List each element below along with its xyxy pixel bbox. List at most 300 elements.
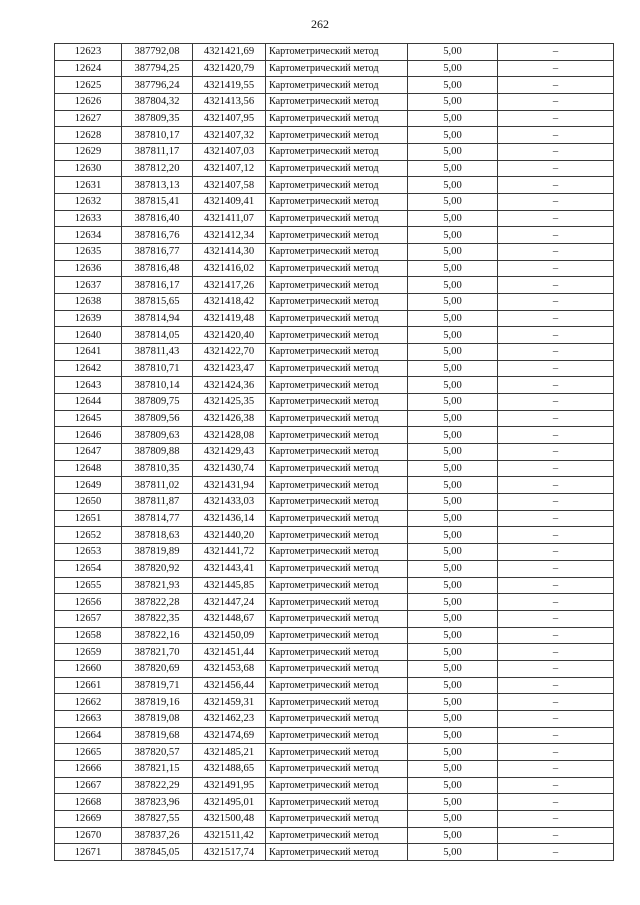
point-number-cell: 12630	[55, 160, 122, 177]
table-row	[55, 610, 614, 627]
method-cell: Картометрический метод	[266, 577, 408, 594]
method-cell: Картометрический метод	[266, 377, 408, 394]
accuracy-cell: 5,00	[408, 160, 498, 177]
accuracy-cell: 5,00	[408, 260, 498, 277]
description-cell: –	[498, 444, 614, 461]
x-coordinate-cell: 387811,87	[122, 494, 193, 511]
description-cell: –	[498, 494, 614, 511]
method-cell: Картометрический метод	[266, 710, 408, 727]
x-coordinate-cell: 387814,94	[122, 310, 193, 327]
accuracy-cell: 5,00	[408, 444, 498, 461]
x-coordinate-cell: 387809,56	[122, 410, 193, 427]
point-number-cell: 12657	[55, 610, 122, 627]
method-cell: Картометрический метод	[266, 510, 408, 527]
method-cell: Картометрический метод	[266, 410, 408, 427]
point-number-cell: 12639	[55, 310, 122, 327]
x-coordinate-cell: 387796,24	[122, 77, 193, 94]
point-number-cell: 12624	[55, 60, 122, 77]
method-cell: Картометрический метод	[266, 144, 408, 161]
table-row	[55, 227, 614, 244]
method-cell: Картометрический метод	[266, 327, 408, 344]
point-number-cell: 12633	[55, 210, 122, 227]
description-cell: –	[498, 527, 614, 544]
y-coordinate-cell: 4321420,79	[193, 60, 266, 77]
y-coordinate-cell: 4321500,48	[193, 810, 266, 827]
description-cell: –	[498, 510, 614, 527]
accuracy-cell: 5,00	[408, 510, 498, 527]
point-number-cell: 12653	[55, 544, 122, 561]
table-row	[55, 177, 614, 194]
description-cell: –	[498, 344, 614, 361]
y-coordinate-cell: 4321474,69	[193, 727, 266, 744]
accuracy-cell: 5,00	[408, 777, 498, 794]
point-number-cell: 12645	[55, 410, 122, 427]
point-number-cell: 12660	[55, 660, 122, 677]
x-coordinate-cell: 387811,43	[122, 344, 193, 361]
point-number-cell: 12665	[55, 744, 122, 761]
table-row	[55, 827, 614, 844]
description-cell: –	[498, 194, 614, 211]
y-coordinate-cell: 4321485,21	[193, 744, 266, 761]
accuracy-cell: 5,00	[408, 410, 498, 427]
method-cell: Картометрический метод	[266, 760, 408, 777]
x-coordinate-cell: 387827,55	[122, 810, 193, 827]
point-number-cell: 12659	[55, 644, 122, 661]
description-cell: –	[498, 160, 614, 177]
x-coordinate-cell: 387811,17	[122, 144, 193, 161]
point-number-cell: 12625	[55, 77, 122, 94]
y-coordinate-cell: 4321424,36	[193, 377, 266, 394]
method-cell: Картометрический метод	[266, 194, 408, 211]
method-cell: Картометрический метод	[266, 727, 408, 744]
accuracy-cell: 5,00	[408, 310, 498, 327]
y-coordinate-cell: 4321414,30	[193, 244, 266, 261]
accuracy-cell: 5,00	[408, 277, 498, 294]
table-row	[55, 44, 614, 61]
y-coordinate-cell: 4321456,44	[193, 677, 266, 694]
accuracy-cell: 5,00	[408, 427, 498, 444]
table-row	[55, 110, 614, 127]
method-cell: Картометрический метод	[266, 227, 408, 244]
x-coordinate-cell: 387816,77	[122, 244, 193, 261]
point-number-cell: 12626	[55, 94, 122, 111]
accuracy-cell: 5,00	[408, 77, 498, 94]
y-coordinate-cell: 4321451,44	[193, 644, 266, 661]
point-number-cell: 12637	[55, 277, 122, 294]
method-cell: Картометрический метод	[266, 444, 408, 461]
table-row	[55, 510, 614, 527]
table-row	[55, 160, 614, 177]
description-cell: –	[498, 410, 614, 427]
y-coordinate-cell: 4321422,70	[193, 344, 266, 361]
point-number-cell: 12642	[55, 360, 122, 377]
point-number-cell: 12650	[55, 494, 122, 511]
y-coordinate-cell: 4321426,38	[193, 410, 266, 427]
table-row	[55, 594, 614, 611]
point-number-cell: 12658	[55, 627, 122, 644]
table-row	[55, 210, 614, 227]
y-coordinate-cell: 4321511,42	[193, 827, 266, 844]
table-row	[55, 710, 614, 727]
y-coordinate-cell: 4321420,40	[193, 327, 266, 344]
point-number-cell: 12638	[55, 294, 122, 311]
point-number-cell: 12663	[55, 710, 122, 727]
method-cell: Картометрический метод	[266, 127, 408, 144]
x-coordinate-cell: 387820,92	[122, 560, 193, 577]
table-row	[55, 444, 614, 461]
method-cell: Картометрический метод	[266, 610, 408, 627]
method-cell: Картометрический метод	[266, 110, 408, 127]
point-number-cell: 12666	[55, 760, 122, 777]
description-cell: –	[498, 427, 614, 444]
method-cell: Картометрический метод	[266, 277, 408, 294]
description-cell: –	[498, 827, 614, 844]
description-cell: –	[498, 777, 614, 794]
y-coordinate-cell: 4321407,03	[193, 144, 266, 161]
x-coordinate-cell: 387810,17	[122, 127, 193, 144]
accuracy-cell: 5,00	[408, 827, 498, 844]
accuracy-cell: 5,00	[408, 744, 498, 761]
x-coordinate-cell: 387809,75	[122, 394, 193, 411]
description-cell: –	[498, 644, 614, 661]
table-row	[55, 77, 614, 94]
point-number-cell: 12628	[55, 127, 122, 144]
method-cell: Картометрический метод	[266, 394, 408, 411]
y-coordinate-cell: 4321407,12	[193, 160, 266, 177]
accuracy-cell: 5,00	[408, 110, 498, 127]
x-coordinate-cell: 387816,48	[122, 260, 193, 277]
table-row	[55, 694, 614, 711]
x-coordinate-cell: 387816,40	[122, 210, 193, 227]
y-coordinate-cell: 4321495,01	[193, 794, 266, 811]
x-coordinate-cell: 387810,14	[122, 377, 193, 394]
method-cell: Картометрический метод	[266, 677, 408, 694]
accuracy-cell: 5,00	[408, 494, 498, 511]
table-row	[55, 677, 614, 694]
y-coordinate-cell: 4321423,47	[193, 360, 266, 377]
accuracy-cell: 5,00	[408, 844, 498, 861]
y-coordinate-cell: 4321416,02	[193, 260, 266, 277]
point-number-cell: 12634	[55, 227, 122, 244]
accuracy-cell: 5,00	[408, 544, 498, 561]
description-cell: –	[498, 460, 614, 477]
accuracy-cell: 5,00	[408, 377, 498, 394]
point-number-cell: 12641	[55, 344, 122, 361]
description-cell: –	[498, 810, 614, 827]
accuracy-cell: 5,00	[408, 760, 498, 777]
x-coordinate-cell: 387810,71	[122, 360, 193, 377]
method-cell: Картометрический метод	[266, 244, 408, 261]
x-coordinate-cell: 387804,32	[122, 94, 193, 111]
x-coordinate-cell: 387819,16	[122, 694, 193, 711]
y-coordinate-cell: 4321441,72	[193, 544, 266, 561]
point-number-cell: 12670	[55, 827, 122, 844]
x-coordinate-cell: 387819,71	[122, 677, 193, 694]
x-coordinate-cell: 387815,65	[122, 294, 193, 311]
accuracy-cell: 5,00	[408, 44, 498, 61]
y-coordinate-cell: 4321447,24	[193, 594, 266, 611]
y-coordinate-cell: 4321459,31	[193, 694, 266, 711]
x-coordinate-cell: 387819,68	[122, 727, 193, 744]
x-coordinate-cell: 387792,08	[122, 44, 193, 61]
y-coordinate-cell: 4321491,95	[193, 777, 266, 794]
accuracy-cell: 5,00	[408, 194, 498, 211]
x-coordinate-cell: 387845,05	[122, 844, 193, 861]
table-row	[55, 460, 614, 477]
method-cell: Картометрический метод	[266, 594, 408, 611]
description-cell: –	[498, 760, 614, 777]
y-coordinate-cell: 4321421,69	[193, 44, 266, 61]
point-number-cell: 12656	[55, 594, 122, 611]
description-cell: –	[498, 710, 614, 727]
description-cell: –	[498, 260, 614, 277]
point-number-cell: 12646	[55, 427, 122, 444]
description-cell: –	[498, 44, 614, 61]
table-row	[55, 327, 614, 344]
description-cell: –	[498, 210, 614, 227]
x-coordinate-cell: 387809,88	[122, 444, 193, 461]
accuracy-cell: 5,00	[408, 627, 498, 644]
method-cell: Картометрический метод	[266, 660, 408, 677]
x-coordinate-cell: 387813,13	[122, 177, 193, 194]
table-row	[55, 377, 614, 394]
x-coordinate-cell: 387820,57	[122, 744, 193, 761]
description-cell: –	[498, 594, 614, 611]
description-cell: –	[498, 127, 614, 144]
description-cell: –	[498, 244, 614, 261]
description-cell: –	[498, 360, 614, 377]
description-cell: –	[498, 110, 614, 127]
table-row	[55, 560, 614, 577]
point-number-cell: 12664	[55, 727, 122, 744]
x-coordinate-cell: 387837,26	[122, 827, 193, 844]
table-row	[55, 294, 614, 311]
method-cell: Картометрический метод	[266, 260, 408, 277]
y-coordinate-cell: 4321453,68	[193, 660, 266, 677]
coordinates-table	[54, 43, 614, 861]
method-cell: Картометрический метод	[266, 360, 408, 377]
description-cell: –	[498, 577, 614, 594]
y-coordinate-cell: 4321411,07	[193, 210, 266, 227]
table-row	[55, 627, 614, 644]
table-row	[55, 744, 614, 761]
point-number-cell: 12631	[55, 177, 122, 194]
table-row	[55, 394, 614, 411]
description-cell: –	[498, 277, 614, 294]
y-coordinate-cell: 4321413,56	[193, 94, 266, 111]
table-row	[55, 244, 614, 261]
table-row	[55, 277, 614, 294]
accuracy-cell: 5,00	[408, 527, 498, 544]
method-cell: Картометрический метод	[266, 427, 408, 444]
description-cell: –	[498, 310, 614, 327]
table-row	[55, 94, 614, 111]
table-row	[55, 477, 614, 494]
table-row	[55, 794, 614, 811]
y-coordinate-cell: 4321419,48	[193, 310, 266, 327]
point-number-cell: 12644	[55, 394, 122, 411]
point-number-cell: 12668	[55, 794, 122, 811]
table-row	[55, 127, 614, 144]
description-cell: –	[498, 844, 614, 861]
point-number-cell: 12652	[55, 527, 122, 544]
x-coordinate-cell: 387809,35	[122, 110, 193, 127]
x-coordinate-cell: 387822,16	[122, 627, 193, 644]
description-cell: –	[498, 694, 614, 711]
table-row	[55, 194, 614, 211]
method-cell: Картометрический метод	[266, 560, 408, 577]
accuracy-cell: 5,00	[408, 710, 498, 727]
description-cell: –	[498, 477, 614, 494]
accuracy-cell: 5,00	[408, 327, 498, 344]
point-number-cell: 12651	[55, 510, 122, 527]
accuracy-cell: 5,00	[408, 560, 498, 577]
x-coordinate-cell: 387820,69	[122, 660, 193, 677]
method-cell: Картометрический метод	[266, 44, 408, 61]
y-coordinate-cell: 4321407,32	[193, 127, 266, 144]
method-cell: Картометрический метод	[266, 810, 408, 827]
y-coordinate-cell: 4321443,41	[193, 560, 266, 577]
method-cell: Картометрический метод	[266, 310, 408, 327]
point-number-cell: 12623	[55, 44, 122, 61]
method-cell: Картометрический метод	[266, 627, 408, 644]
y-coordinate-cell: 4321448,67	[193, 610, 266, 627]
accuracy-cell: 5,00	[408, 294, 498, 311]
x-coordinate-cell: 387821,93	[122, 577, 193, 594]
accuracy-cell: 5,00	[408, 660, 498, 677]
method-cell: Картометрический метод	[266, 544, 408, 561]
x-coordinate-cell: 387821,70	[122, 644, 193, 661]
method-cell: Картометрический метод	[266, 527, 408, 544]
y-coordinate-cell: 4321517,74	[193, 844, 266, 861]
description-cell: –	[498, 94, 614, 111]
method-cell: Картометрический метод	[266, 794, 408, 811]
method-cell: Картометрический метод	[266, 694, 408, 711]
accuracy-cell: 5,00	[408, 360, 498, 377]
table-row	[55, 410, 614, 427]
x-coordinate-cell: 387815,41	[122, 194, 193, 211]
y-coordinate-cell: 4321433,03	[193, 494, 266, 511]
point-number-cell: 12636	[55, 260, 122, 277]
x-coordinate-cell: 387816,17	[122, 277, 193, 294]
description-cell: –	[498, 327, 614, 344]
table-row	[55, 810, 614, 827]
description-cell: –	[498, 394, 614, 411]
method-cell: Картометрический метод	[266, 777, 408, 794]
table-row	[55, 144, 614, 161]
y-coordinate-cell: 4321412,34	[193, 227, 266, 244]
y-coordinate-cell: 4321431,94	[193, 477, 266, 494]
table-row	[55, 544, 614, 561]
accuracy-cell: 5,00	[408, 794, 498, 811]
table-row	[55, 660, 614, 677]
x-coordinate-cell: 387819,89	[122, 544, 193, 561]
accuracy-cell: 5,00	[408, 594, 498, 611]
x-coordinate-cell: 387822,35	[122, 610, 193, 627]
y-coordinate-cell: 4321450,09	[193, 627, 266, 644]
method-cell: Картометрический метод	[266, 494, 408, 511]
y-coordinate-cell: 4321419,55	[193, 77, 266, 94]
page-number: 262	[311, 17, 329, 31]
description-cell: –	[498, 60, 614, 77]
x-coordinate-cell: 387823,96	[122, 794, 193, 811]
point-number-cell: 12643	[55, 377, 122, 394]
y-coordinate-cell: 4321445,85	[193, 577, 266, 594]
point-number-cell: 12649	[55, 477, 122, 494]
point-number-cell: 12632	[55, 194, 122, 211]
x-coordinate-cell: 387816,76	[122, 227, 193, 244]
accuracy-cell: 5,00	[408, 727, 498, 744]
x-coordinate-cell: 387811,02	[122, 477, 193, 494]
accuracy-cell: 5,00	[408, 177, 498, 194]
description-cell: –	[498, 610, 614, 627]
point-number-cell: 12627	[55, 110, 122, 127]
point-number-cell: 12662	[55, 694, 122, 711]
point-number-cell: 12667	[55, 777, 122, 794]
table-row	[55, 60, 614, 77]
point-number-cell: 12640	[55, 327, 122, 344]
x-coordinate-cell: 387822,29	[122, 777, 193, 794]
accuracy-cell: 5,00	[408, 477, 498, 494]
point-number-cell: 12648	[55, 460, 122, 477]
x-coordinate-cell: 387821,15	[122, 760, 193, 777]
description-cell: –	[498, 77, 614, 94]
method-cell: Картометрический метод	[266, 460, 408, 477]
method-cell: Картометрический метод	[266, 60, 408, 77]
point-number-cell: 12647	[55, 444, 122, 461]
point-number-cell: 12655	[55, 577, 122, 594]
x-coordinate-cell: 387818,63	[122, 527, 193, 544]
accuracy-cell: 5,00	[408, 344, 498, 361]
accuracy-cell: 5,00	[408, 394, 498, 411]
table-row	[55, 260, 614, 277]
accuracy-cell: 5,00	[408, 810, 498, 827]
table-row	[55, 494, 614, 511]
point-number-cell: 12654	[55, 560, 122, 577]
accuracy-cell: 5,00	[408, 644, 498, 661]
accuracy-cell: 5,00	[408, 94, 498, 111]
method-cell: Картометрический метод	[266, 160, 408, 177]
y-coordinate-cell: 4321425,35	[193, 394, 266, 411]
y-coordinate-cell: 4321407,95	[193, 110, 266, 127]
accuracy-cell: 5,00	[408, 610, 498, 627]
method-cell: Картометрический метод	[266, 644, 408, 661]
y-coordinate-cell: 4321462,23	[193, 710, 266, 727]
table-row	[55, 577, 614, 594]
method-cell: Картометрический метод	[266, 477, 408, 494]
method-cell: Картометрический метод	[266, 344, 408, 361]
y-coordinate-cell: 4321428,08	[193, 427, 266, 444]
accuracy-cell: 5,00	[408, 244, 498, 261]
description-cell: –	[498, 727, 614, 744]
table-row	[55, 644, 614, 661]
accuracy-cell: 5,00	[408, 144, 498, 161]
description-cell: –	[498, 560, 614, 577]
description-cell: –	[498, 227, 614, 244]
point-number-cell: 12669	[55, 810, 122, 827]
table-row	[55, 760, 614, 777]
method-cell: Картометрический метод	[266, 844, 408, 861]
description-cell: –	[498, 677, 614, 694]
table-row	[55, 527, 614, 544]
accuracy-cell: 5,00	[408, 677, 498, 694]
y-coordinate-cell: 4321436,14	[193, 510, 266, 527]
description-cell: –	[498, 294, 614, 311]
accuracy-cell: 5,00	[408, 127, 498, 144]
y-coordinate-cell: 4321407,58	[193, 177, 266, 194]
method-cell: Картометрический метод	[266, 294, 408, 311]
description-cell: –	[498, 660, 614, 677]
